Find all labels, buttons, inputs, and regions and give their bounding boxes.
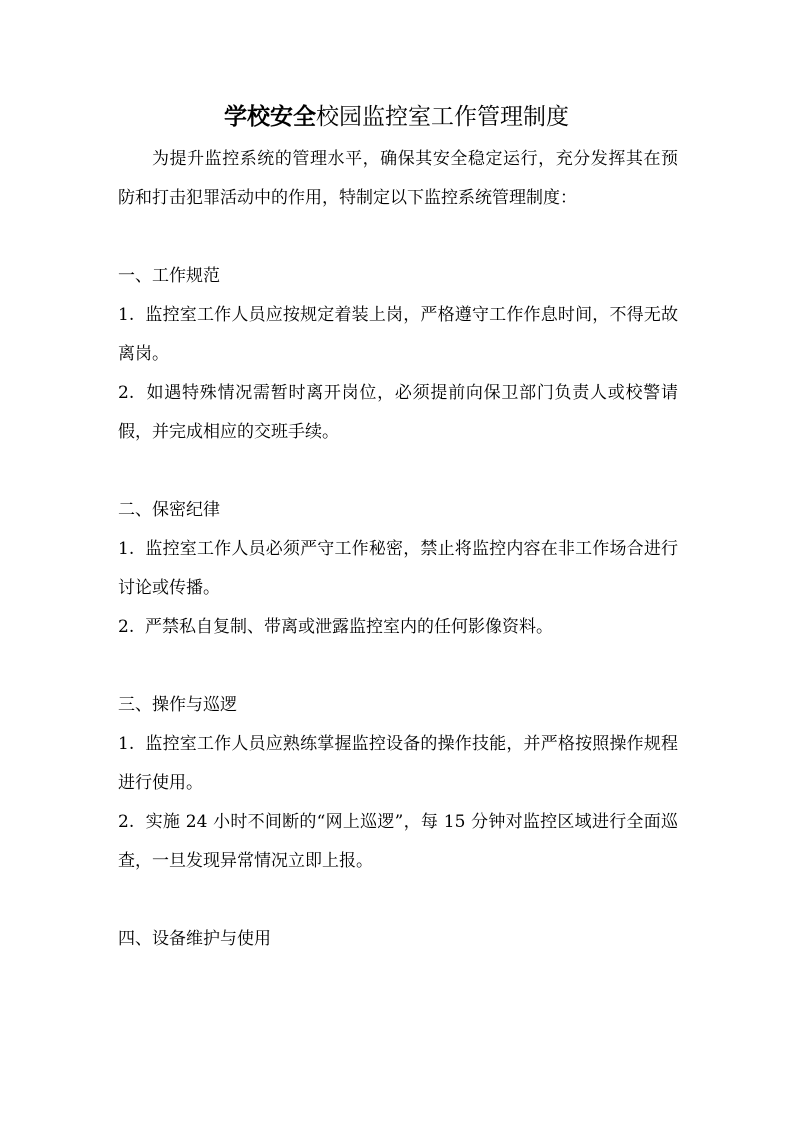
item-text: 监控室工作人员应熟练掌握监控设备的操作技能，并严格按照操作规程进行使用。 xyxy=(118,734,679,793)
item-number: 2. xyxy=(118,383,135,403)
section-heading-3: 三、操作与巡逻 xyxy=(118,695,237,715)
item-number: 1. xyxy=(118,305,135,325)
document-body xyxy=(118,140,678,959)
title-bold-part: 学校安全 xyxy=(224,103,316,130)
section-3-item-2 xyxy=(118,803,678,881)
title-rest-part: 校园监控室工作管理制度 xyxy=(316,104,569,130)
section-heading-2: 二、保密纪律 xyxy=(118,500,220,520)
section-2-item-1 xyxy=(118,530,678,608)
item-text: 监控室工作人员必须严守工作秘密，禁止将监控内容在非工作场合进行讨论或传播。 xyxy=(118,539,679,598)
item-text: 严禁私自复制、带离或泄露监控室内的任何影像资料。 xyxy=(145,617,554,637)
section-spacer xyxy=(118,881,678,920)
item-number: 1. xyxy=(118,539,135,559)
item-number: 2. xyxy=(118,617,135,637)
document-title xyxy=(0,100,793,134)
item-text: 监控室工作人员应按规定着装上岗，严格遵守工作作息时间，不得无故离岗。 xyxy=(118,305,679,364)
section-heading-4: 四、设备维护与使用 xyxy=(118,929,271,949)
item-text: 实施 24 小时不间断的“网上巡逻”，每 15 分钟对监控区域进行全面巡查，一旦发现异常情况立即上报。 xyxy=(118,812,678,871)
section-2-item-2 xyxy=(118,608,678,647)
section-1-item-2 xyxy=(118,374,678,452)
section-1-item-1 xyxy=(118,296,678,374)
item-number: 2. xyxy=(118,812,135,832)
section-heading-1: 一、工作规范 xyxy=(118,266,220,286)
section-spacer xyxy=(118,647,678,686)
item-text: 如遇特殊情况需暂时离开岗位，必须提前向保卫部门负责人或校警请假，并完成相应的交班手续。 xyxy=(118,383,679,442)
section-spacer xyxy=(118,218,678,257)
item-number: 1. xyxy=(118,734,135,754)
section-spacer xyxy=(118,452,678,491)
section-3-item-1 xyxy=(118,725,678,803)
intro-paragraph: 为提升监控系统的管理水平，确保其安全稳定运行，充分发挥其在预防和打击犯罪活动中的作用，特制定以下监控系统管理制度： xyxy=(118,149,678,208)
